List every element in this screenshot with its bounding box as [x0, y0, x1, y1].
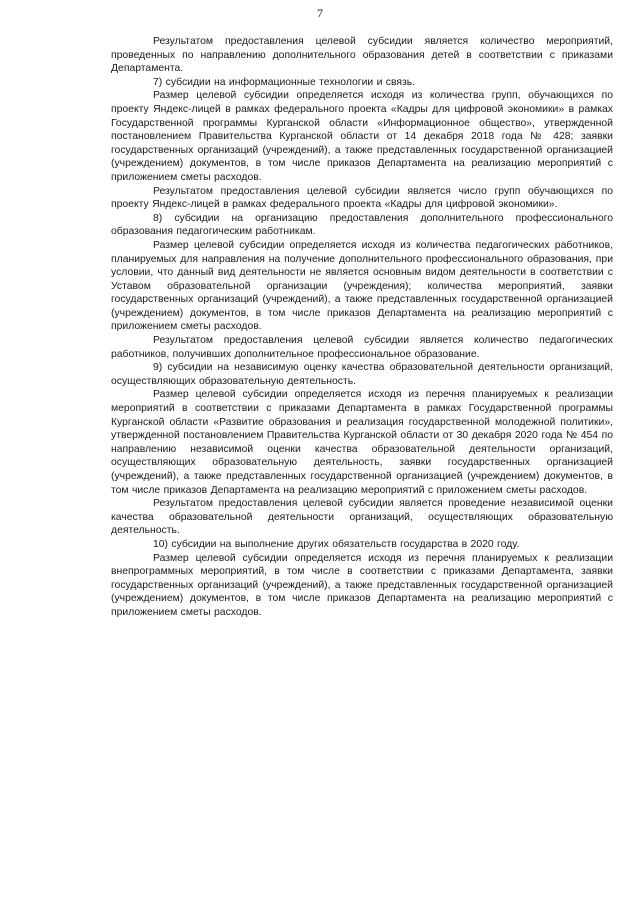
paragraph-item-7-heading: 7) субсидии на информационные технологии и связь. [153, 76, 416, 88]
paragraph-item-7-result: Результатом предоставления целевой субсидии является число групп обучающихся по проекту Яндекс-лицей в рамках федерального проекта «Кадры для цифровой экономики». [111, 185, 613, 211]
paragraph-item-9-heading: 9) субсидии на независимую оценку качества образовательной деятельности организаций, осуществляющих образовательную деятельность. [111, 362, 613, 387]
paragraph-item-10-heading: 10) субсидии на выполнение других обязательств государства в 2020 году. [153, 538, 520, 550]
paragraph-item-10-size: Размер целевой субсидии определяется исходя из перечня планируемых к реализации внепрограммных мероприятий, в том числе в соответствии с приказами Департамента, заявки государственных организаций (учреждений), а также представленных государственной организацией (учреждением) документов, в том числе приказов Департамента на реализацию мероприятий с приложением сметы расходов. [111, 552, 613, 618]
page-number: 7 [317, 6, 323, 20]
paragraph-item-9-result: Результатом предоставления целевой субсидии является проведение независимой оценки качества образовательной деятельности организаций, осуществляющих образовательную деятельность. [111, 498, 613, 537]
paragraph-item-8-heading: 8) субсидии на организацию предоставления дополнительного профессионального образования педагогическим работникам. [111, 212, 613, 238]
paragraph-item-7-size: Размер целевой субсидии определяется исходя из количества групп, обучающихся по проекту Яндекс-лицей в рамках федерального проекта «Кадры для цифровой экономики» в рамках Государственной программы Курганской области «Информационное общество», утвержденной постановлением Правительства Курганской области от 14 декабря 2018 года № 428; заявки государственных организаций (учреждений), а также представленных государственной организацией (учреждением) документов, в том числе приказов Департамента на реализацию мероприятий с приложением сметы расходов. [111, 90, 613, 183]
paragraph-item-9-size: Размер целевой субсидии определяется исходя из перечня планируемых к реализации мероприятий в соответствии с приказами Департамента в рамках Государственной программы Курганской области «Развитие образования и реализация государственной молодежной политики», утвержденной постановлением Правительства Курганской области от 30 декабря 2020 года № 454 по направлению независимой оценки качества образовательной деятельности организаций, осуществляющих образовательную деятельность, заявки государственных организацией (учреждений), а также представленных государственной организацией (учреждением) документов, в том числе приказов Департамента на реализацию мероприятий с приложением сметы расходов. [111, 389, 613, 496]
paragraph-result-additional-education: Результатом предоставления целевой субсидии является количество мероприятий, проведенных по направлению дополнительного образования детей в соответствии с приказами Департамента. [111, 36, 613, 75]
paragraph-item-8-size: Размер целевой субсидии определяется исходя из количества педагогических работников, планируемых для направления на получение дополнительного профессионального образования, при условии, что данный вид деятельности не является основным видом деятельности в соответствии с Уставом образовательной организации (учреждения); количества мероприятий, заявки государственных организаций (учреждений), а также представленных государственной организацией (учреждением) документов, в том числе приказов Департамента на реализацию мероприятий с приложением сметы расходов. [111, 239, 613, 333]
paragraph-item-8-result: Результатом предоставления целевой субсидии является количество педагогических работников, получивших дополнительное профессиональное образование. [111, 335, 613, 360]
document-body [111, 35, 613, 620]
